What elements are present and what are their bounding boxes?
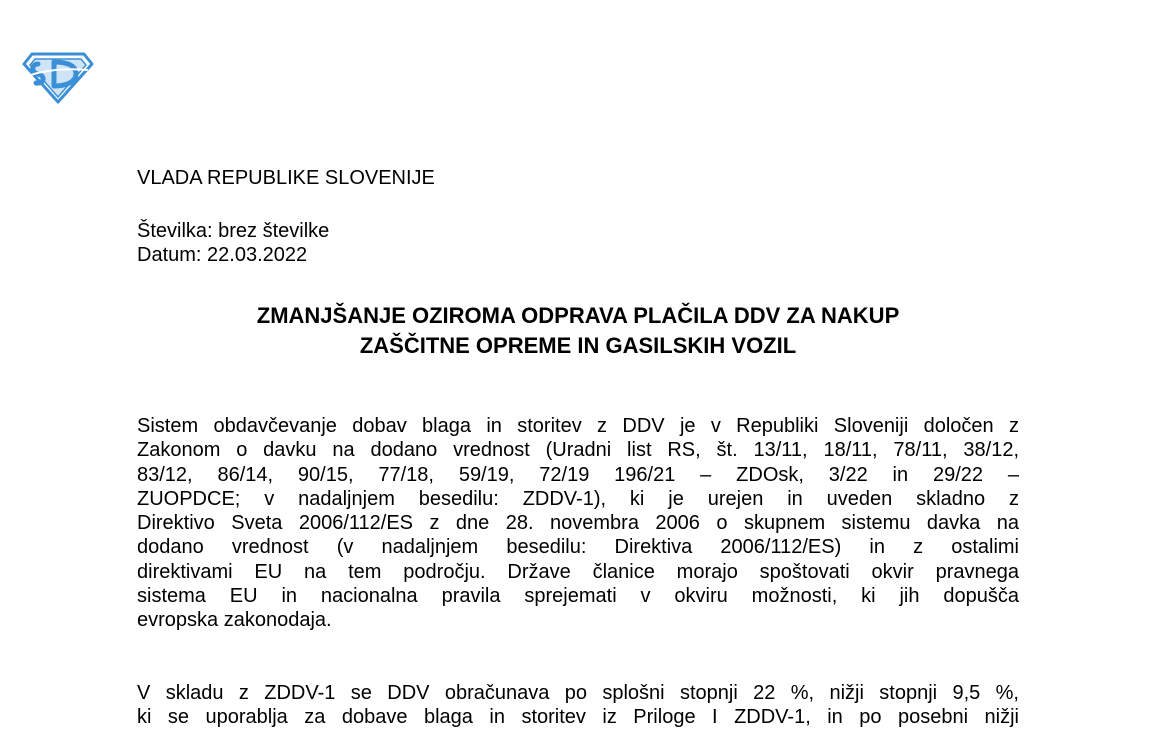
document-number: Številka: brez številke [137,220,330,242]
paragraph-line: ZUOPDCE; v nadaljnjem besedilu: ZDDV-1), ki je urejen in uveden skladno z [137,487,1019,510]
paragraph-line: sistema EU in nacionalna pravila sprejemati v okviru možnosti, ki jih dopušča [137,585,1019,608]
paragraph-line: direktivami EU na tem področju. Države članice morajo spoštovati okvir pravnega [137,560,1019,583]
title-line-1: ZMANJŠANJE OZIROMA ODPRAVA PLAČILA DDV ZA NAKUP [256,303,900,328]
document-meta [137,219,329,267]
institution-name [137,166,435,190]
paragraph-line: 83/12, 86/14, 90/15, 77/18, 59/19, 72/19 196/21 – ZDOsk, 3/22 in 29/22 – [137,463,1019,486]
paragraph-line: Direktivo Sveta 2006/112/ES z dne 28. novembra 2006 o skupnem sistemu davka na [137,512,1019,535]
document-date: Datum: 22.03.2022 [137,244,308,266]
paragraph-line: ki se uporablja za dobave blaga in storitev iz Priloge I ZDDV-1, in po posebni nižji [137,706,1019,729]
paragraph-line: V skladu z ZDDV-1 se DDV obračunava po splošni stopnji 22 %, nižji stopnji 9,5 %, [137,682,1019,704]
paragraph-line: Zakonom o davku na dodano vrednost (Uradni list RS, št. 13/11, 18/11, 78/11, 38/12, [137,439,1019,462]
institution-label: VLADA REPUBLIKE SLOVENIJE [137,167,435,189]
body-paragraph-2 [137,681,1019,730]
paragraph-line: Sistem obdavčevanje dobav blaga in storitev z DDV je v Republiki Sloveniji določen z [137,415,1019,437]
paragraph-line: dodano vrednost (v nadaljnjem besedilu: Direktiva 2006/112/ES) in z ostalimi [137,536,1019,559]
body-paragraph-1 [137,414,1019,633]
document-title [137,301,1019,361]
paragraph-line: evropska zakonodaja. [137,609,332,632]
title-line-2: ZAŠČITNE OPREME IN GASILSKIH VOZIL [359,333,797,358]
government-crest-shield-icon [22,50,94,104]
